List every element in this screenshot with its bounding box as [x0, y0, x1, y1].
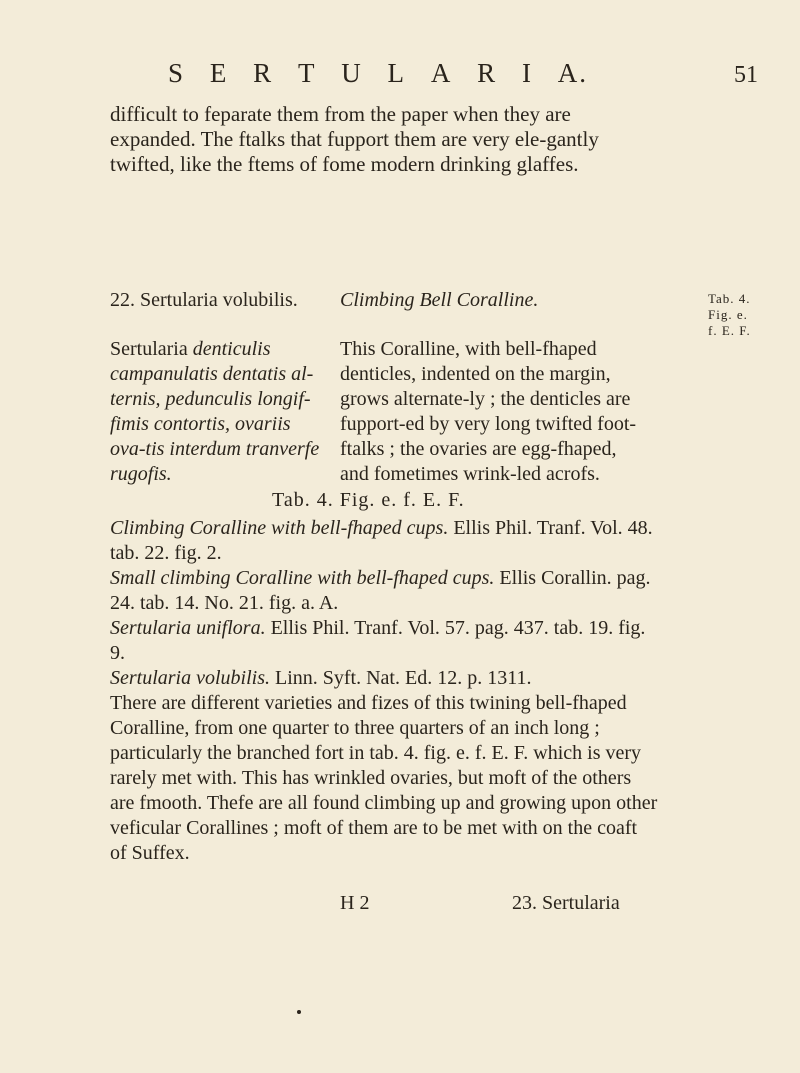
title-letter: L [387, 58, 407, 88]
title-letter: E [209, 58, 229, 88]
margin-note-line: Fig. e. [708, 307, 748, 322]
latin-name: Sertularia [110, 338, 188, 360]
reference-title: Sertularia volubilis. [110, 667, 270, 689]
catchword: 23. Sertularia [512, 892, 620, 914]
reference-source: Ellis Corallin. pag. 24. tab. 14. No. 21. fig. a. A. [110, 567, 651, 614]
reference-title: Sertularia uniflora. [110, 617, 266, 639]
margin-note [708, 291, 798, 339]
tab-reference: Tab. 4. Fig. e. f. E. F. [272, 489, 465, 511]
margin-note-line: f. E. F. [708, 323, 751, 338]
ink-spot [297, 1010, 301, 1014]
reference-title: Climbing Coralline with bell-fhaped cups. [110, 517, 449, 539]
species-heading: 22. Sertularia volubilis. [110, 289, 298, 311]
english-column [340, 288, 650, 487]
reference-source: Ellis Phil. Tranf. Vol. 57. pag. 437. tab. 19. fig. 9. [110, 617, 646, 664]
latin-diagnosis: denticulis campanulatis dentatis al-ternis, pedunculis longif-fimis contortis, ovariis ova-tis interdum tranverfe rugofis. [110, 338, 320, 485]
reference-source: Linn. Syft. Nat. Ed. 12. p. 1311. [270, 667, 532, 689]
title-letter: S [168, 58, 186, 88]
title-letter: A [430, 58, 453, 88]
english-description: This Coralline, with bell-fhaped denticles, indented on the margin, grows alternate-ly ; the denticles are fupport-ed by very long twifted foot-ftalks ; the ovaries are egg-fhaped, and fometimes wrink-led acrofs. [340, 338, 637, 485]
latin-description [110, 337, 320, 487]
reference-item [110, 566, 658, 616]
page-number: 51 [734, 62, 758, 88]
margin-note-line: Tab. 4. [708, 291, 751, 306]
title-letter: A. [557, 58, 588, 88]
reference-item [110, 616, 658, 666]
signature-mark: H 2 [340, 892, 370, 914]
running-title [168, 58, 588, 89]
intro-paragraph: difficult to feparate them from the paper when they are expanded. The ftalks that fupport them are very ele-gantly twifted, like the ftems of fome modern drinking glaffes. [110, 102, 599, 176]
reference-title: Small climbing Coralline with bell-fhaped cups. [110, 567, 495, 589]
english-name: Climbing Bell Coralline. [340, 289, 539, 311]
title-letter: I [521, 58, 533, 88]
title-letter: T [297, 58, 317, 88]
reference-item [110, 516, 658, 566]
title-letter: R [253, 58, 274, 88]
title-letter: U [341, 58, 363, 88]
reference-source: Ellis Phil. Tranf. Vol. 48. tab. 22. fig. 2. [110, 517, 653, 564]
body-paragraph: There are different varieties and fizes of this twining bell-fhaped Coralline, from one quarter to three quarters of an inch long ; particularly the branched fort in tab. 4. fig. e. f. E. F. which is very rarely met with. This has wrinkled ovaries, but moft of the others are fmooth. Thefe are all found climbing up and growing upon other veficular Corallines ; moft of them are to be met with on the coaft of Suffex. [110, 692, 658, 864]
references [110, 516, 658, 691]
title-letter: R [477, 58, 498, 88]
reference-item [110, 666, 658, 691]
latin-column [110, 288, 320, 487]
